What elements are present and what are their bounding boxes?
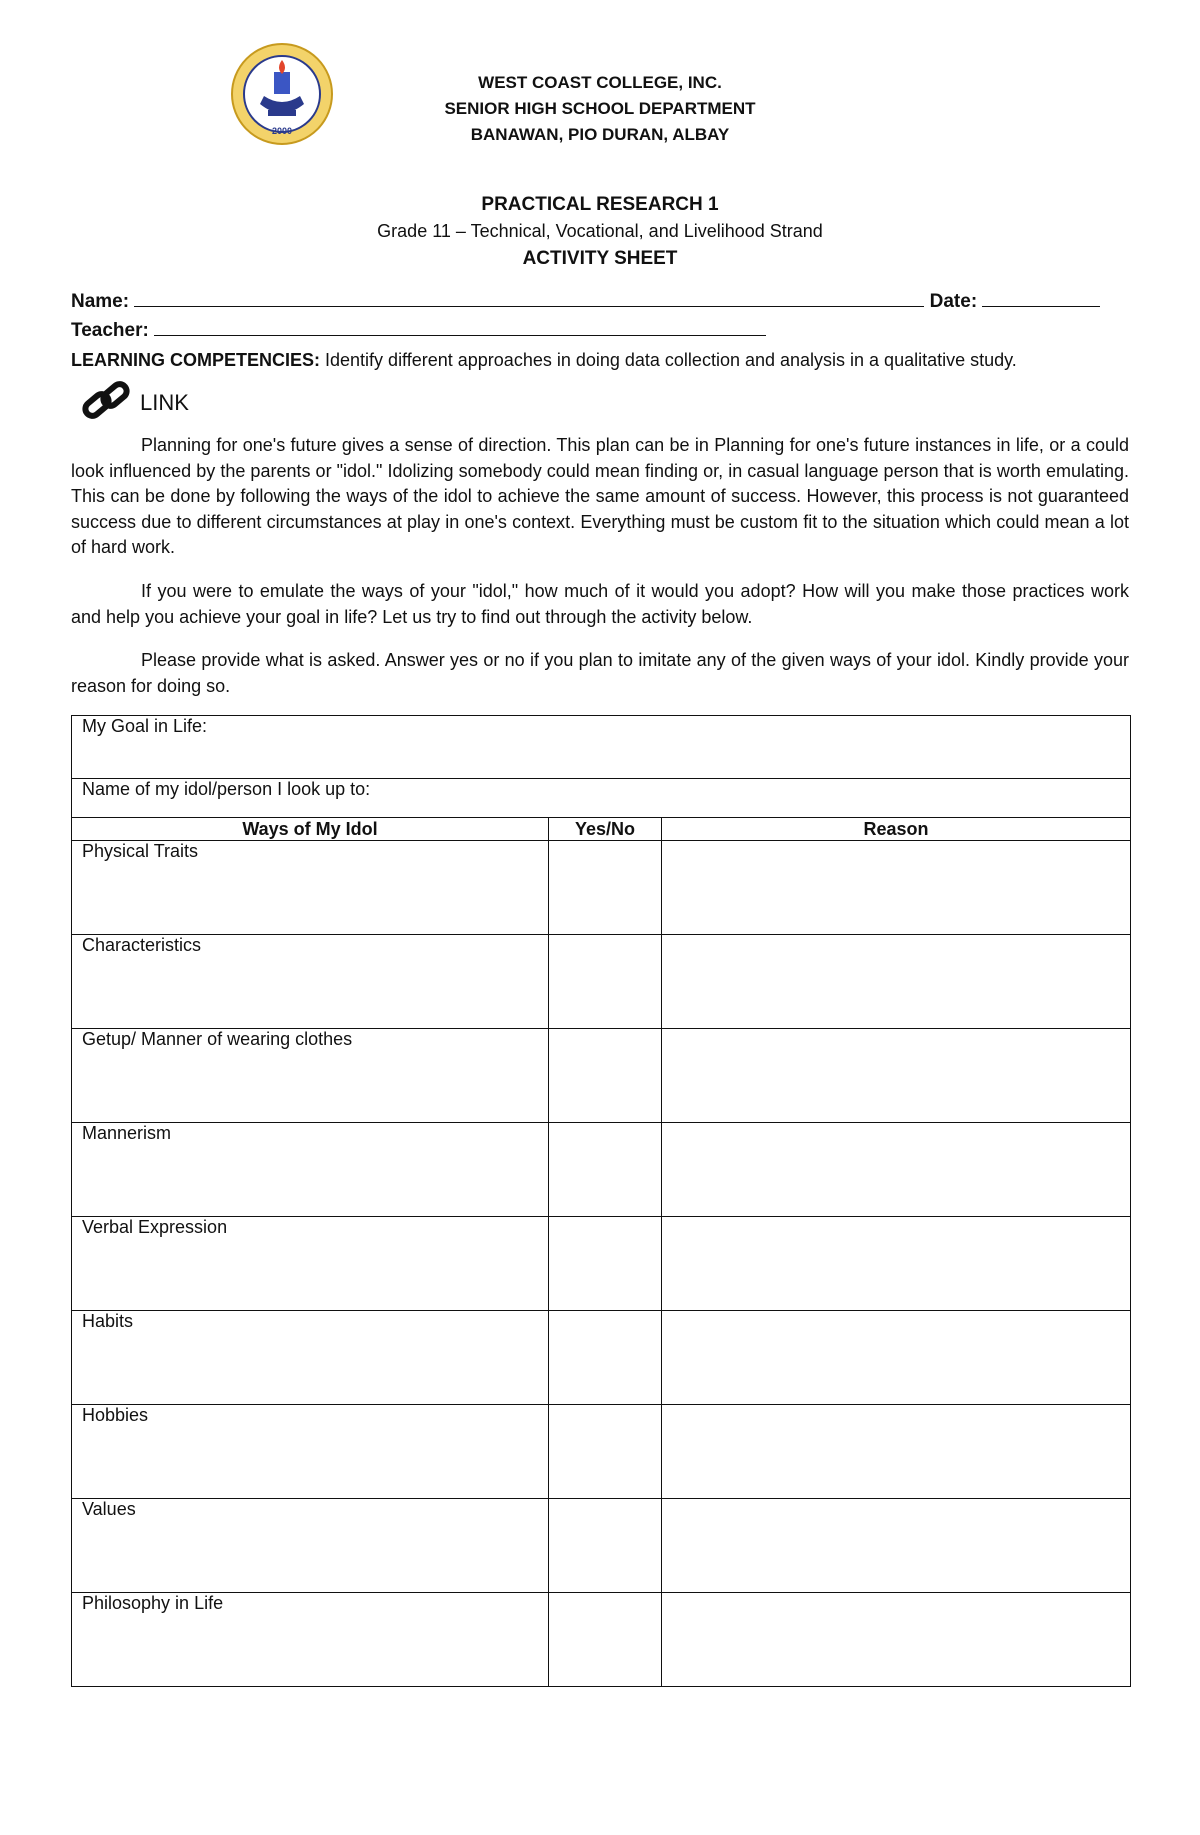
reason-cell[interactable] xyxy=(662,1217,1131,1311)
yes-no-cell[interactable] xyxy=(549,1217,662,1311)
department-name: SENIOR HIGH SCHOOL DEPARTMENT xyxy=(444,99,756,118)
row-label: Mannerism xyxy=(72,1123,549,1217)
name-field[interactable] xyxy=(134,290,924,307)
teacher-line xyxy=(71,319,766,343)
table-row xyxy=(72,935,1131,1029)
sheet-titles xyxy=(300,192,900,274)
reason-cell[interactable] xyxy=(662,841,1131,935)
table-row xyxy=(72,1029,1131,1123)
yes-no-cell[interactable] xyxy=(549,935,662,1029)
reason-cell[interactable] xyxy=(662,935,1131,1029)
row-label: Getup/ Manner of wearing clothes xyxy=(72,1029,549,1123)
logo-year: 2000 xyxy=(271,126,293,136)
subject-title: PRACTICAL RESEARCH 1 xyxy=(481,194,719,215)
activity-sheet-title: ACTIVITY SHEET xyxy=(522,248,678,269)
strand-subtitle: Grade 11 – Technical, Vocational, and Livelihood Strand xyxy=(377,221,823,241)
reason-cell[interactable] xyxy=(662,1123,1131,1217)
row-label: Values xyxy=(72,1499,549,1593)
reason-cell[interactable] xyxy=(662,1499,1131,1593)
table-row xyxy=(72,1123,1131,1217)
table-row xyxy=(72,1499,1131,1593)
school-address: BANAWAN, PIO DURAN, ALBAY xyxy=(470,125,730,144)
table-row xyxy=(72,1311,1131,1405)
row-label: Physical Traits xyxy=(72,841,549,935)
yes-no-cell[interactable] xyxy=(549,1405,662,1499)
learning-competencies xyxy=(71,348,1131,372)
teacher-label: Teacher: xyxy=(71,320,149,341)
reason-cell[interactable] xyxy=(662,1029,1131,1123)
competency-label: LEARNING COMPETENCIES: xyxy=(71,350,321,370)
school-header xyxy=(300,70,900,148)
row-label: Characteristics xyxy=(72,935,549,1029)
idol-cell[interactable] xyxy=(72,779,1131,818)
competency-text: Identify different approaches in doing data collection and analysis in a qualitative study. xyxy=(320,350,1017,370)
yes-no-cell[interactable] xyxy=(549,1499,662,1593)
reason-cell[interactable] xyxy=(662,1311,1131,1405)
yes-no-cell[interactable] xyxy=(549,1029,662,1123)
table-header-row xyxy=(72,818,1131,841)
reason-cell[interactable] xyxy=(662,1405,1131,1499)
header-yes-no: Yes/No xyxy=(549,818,662,841)
goal-label: My Goal in Life: xyxy=(82,716,208,736)
teacher-field[interactable] xyxy=(154,319,766,336)
intro-paragraph: Planning for one's future gives a sense of direction. This plan can be in Planning for one's future instances in life, or a could look influenced by the parents or "idol." Idolizing somebody could mean finding or, in casual language person that is worth emulating. This can be done by following the ways of the idol to achieve the same amount of success. However, this process is not guaranteed success due to different circumstances at play in one's context. Everything must be custom fit to the situation which could mean a lot of hard work. xyxy=(71,435,1129,557)
date-field[interactable] xyxy=(982,290,1100,307)
row-label: Philosophy in Life xyxy=(72,1593,549,1687)
table-row xyxy=(72,1217,1131,1311)
instruction-paragraph: Please provide what is asked. Answer yes or no if you plan to imitate any of the given ways of your idol. Kindly provide your reason for doing so. xyxy=(71,650,1129,696)
table-row xyxy=(72,841,1131,935)
goal-row xyxy=(72,716,1131,779)
question-paragraph: If you were to emulate the ways of your "idol," how much of it would you adopt? How will you make those practices work and help you achieve your goal in life? Let us try to find out through the activity below. xyxy=(71,581,1129,627)
table-row xyxy=(72,1405,1131,1499)
yes-no-cell[interactable] xyxy=(549,1593,662,1687)
date-label: Date: xyxy=(929,291,978,312)
activity-table xyxy=(71,715,1131,1687)
school-name: WEST COAST COLLEGE, INC. xyxy=(478,73,722,92)
row-label: Habits xyxy=(72,1311,549,1405)
table-row xyxy=(72,1593,1131,1687)
name-label: Name: xyxy=(71,291,130,312)
yes-no-cell[interactable] xyxy=(549,841,662,935)
row-label: Hobbies xyxy=(72,1405,549,1499)
link-icon xyxy=(78,376,134,428)
idol-row xyxy=(72,779,1131,818)
reason-cell[interactable] xyxy=(662,1593,1131,1687)
link-section-label: LINK xyxy=(140,390,189,415)
yes-no-cell[interactable] xyxy=(549,1311,662,1405)
row-label: Verbal Expression xyxy=(72,1217,549,1311)
idol-label: Name of my idol/person I look up to: xyxy=(82,779,371,799)
header-ways: Ways of My Idol xyxy=(72,818,549,841)
yes-no-cell[interactable] xyxy=(549,1123,662,1217)
goal-cell[interactable] xyxy=(72,716,1131,779)
name-date-line xyxy=(71,290,1100,314)
header-reason: Reason xyxy=(662,818,1131,841)
